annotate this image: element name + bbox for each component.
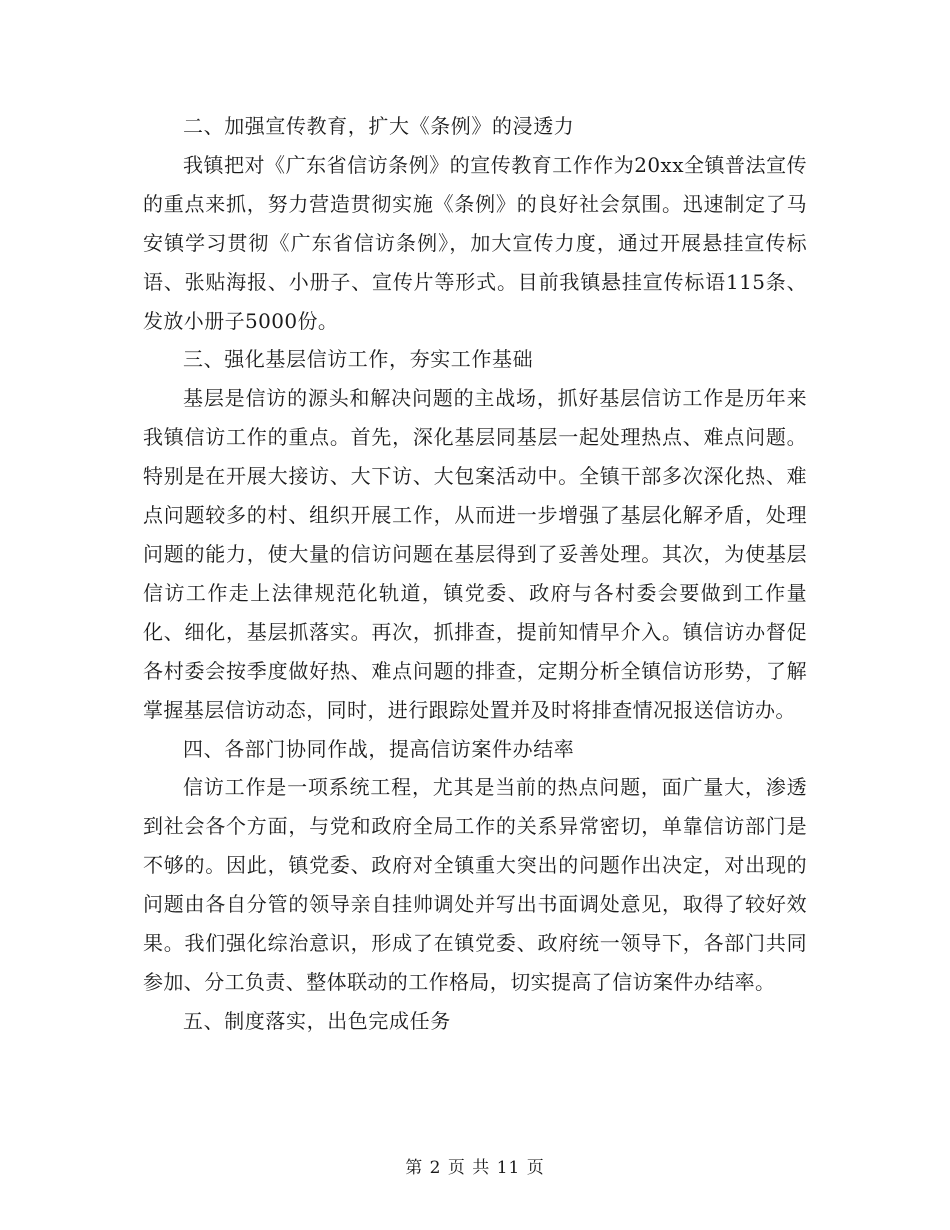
body-paragraph-2: 基层是信访的源头和解决问题的主战场，抓好基层信访工作是历年来我镇信访工作的重点。首先，深化基层同基层一起处理热点、难点问题。特别是在开展大接访、大下访、大包案活动中。全镇干部多次深化热、难点问题较多的村、组织开展工作，从而进一步增强了基层化解矛盾，处理问题的能力，使大量的信访问题在基层得到了妥善处理。其次，为使基层信访工作走上法律规范化轨道，镇党委、政府与各村委会要做到工作量化、细化，基层抓落实。再次，抓排查，提前知情早介入。镇信访办督促各村委会按季度做好热、难点问题的排查，定期分析全镇信访形势，了解掌握基层信访动态，同时，进行跟踪处置并及时将排查情况报送信访办。 <box>143 386 807 722</box>
body-paragraph-3: 信访工作是一项系统工程，尤其是当前的热点问题，面广量大，渗透到社会各个方面，与党和政府全局工作的关系异常密切，单靠信访部门是不够的。因此，镇党委、政府对全镇重大突出的问题作出决定，对出现的问题由各自分管的领导亲自挂帅调处并写出书面调处意见，取得了较好效果。我们强化综治意识，形成了在镇党委、政府统一领导下，各部门共同参加、分工负责、整体联动的工作格局，切实提高了信访案件办结率。 <box>143 775 807 994</box>
page-footer <box>0 1153 950 1178</box>
document-body <box>143 107 807 1041</box>
page-number-label: 第 2 页 共 11 页 <box>405 1158 545 1178</box>
section-heading-5: 五、制度落实，出色完成任务 <box>183 1008 451 1033</box>
body-paragraph-1: 我镇把对《广东省信访条例》的宣传教育工作作为20xx全镇普法宣传的重点来抓，努力营造贯彻实施《条例》的良好社会氛围。迅速制定了马安镇学习贯彻《广东省信访条例》，加大宣传力度，通过开展悬挂宣传标语、张贴海报、小册子、宣传片等形式。目前我镇悬挂宣传标语115条、发放小册子5000份。 <box>143 152 807 333</box>
section-heading-3: 三、强化基层信访工作，夯实工作基础 <box>183 347 534 372</box>
section-heading-2: 二、加强宣传教育，扩大《条例》的浸透力 <box>183 114 575 138</box>
section-heading-4: 四、各部门协同作战，提高信访案件办结率 <box>183 736 575 761</box>
